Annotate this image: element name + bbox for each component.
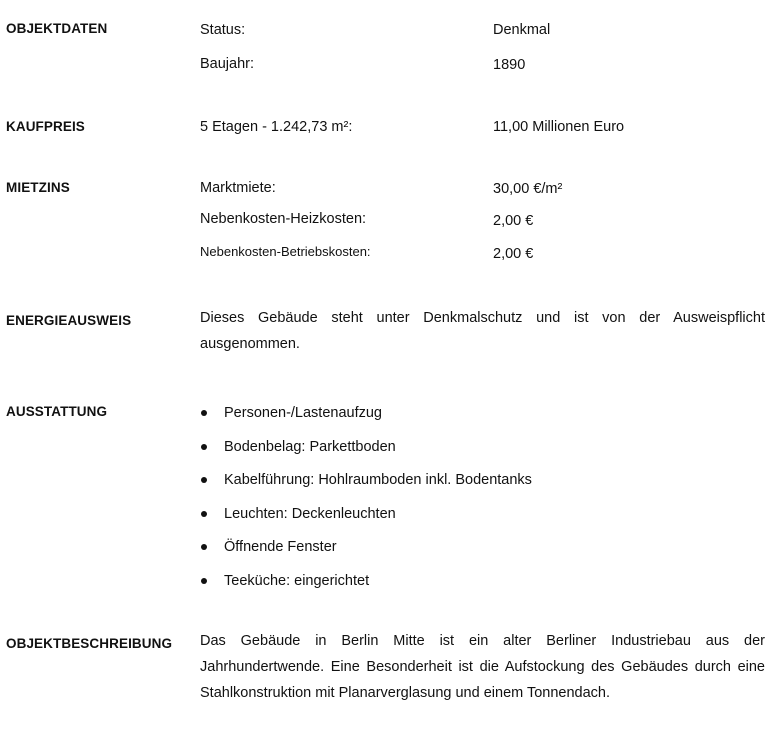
list-item: Teeküche: eingerichtet bbox=[200, 568, 532, 602]
ausstattung-list bbox=[200, 400, 532, 602]
mietzins-row-label: Nebenkosten-Betriebskosten: bbox=[200, 244, 371, 259]
objektbeschreibung-text: Das Gebäude in Berlin Mitte ist ein alter Berliner Industriebau aus der Jahrhundertwende. Eine Besonderheit ist die Aufstockung des Gebäudes durch eine Stahlkonstruktion mit Planarverglasung und einem Tonnendach. bbox=[200, 633, 765, 701]
bullet-icon bbox=[201, 544, 207, 550]
bullet-icon bbox=[201, 578, 207, 584]
section-label-objektdaten: OBJEKTDATEN bbox=[6, 21, 108, 36]
baujahr-label: Baujahr: bbox=[200, 56, 255, 72]
bullet-icon bbox=[201, 511, 207, 517]
mietzins-row-value: 2,00 € bbox=[493, 246, 534, 262]
section-label-mietzins: MIETZINS bbox=[6, 180, 70, 195]
energieausweis-text: Dieses Gebäude steht unter Denkmalschutz und ist von der Ausweispflicht ausgenommen. bbox=[200, 310, 765, 352]
mietzins-row-value: 2,00 € bbox=[493, 213, 534, 229]
bullet-icon bbox=[201, 477, 207, 483]
status-label: Status: bbox=[200, 22, 246, 38]
section-label-energieausweis: ENERGIEAUSWEIS bbox=[6, 313, 132, 328]
list-item: Leuchten: Deckenleuchten bbox=[200, 501, 532, 535]
bullet-icon bbox=[201, 410, 207, 416]
section-label-kaufpreis: KAUFPREIS bbox=[6, 119, 85, 134]
list-item: Personen-/Lastenaufzug bbox=[200, 400, 532, 434]
list-item: Bodenbelag: Parkettboden bbox=[200, 434, 532, 468]
baujahr-value: 1890 bbox=[493, 57, 526, 73]
status-value: Denkmal bbox=[493, 22, 551, 38]
section-label-objektbeschreibung: OBJEKTBESCHREIBUNG bbox=[6, 636, 173, 651]
section-label-ausstattung: AUSSTATTUNG bbox=[6, 404, 108, 419]
list-item: Öffnende Fenster bbox=[200, 534, 532, 568]
list-item: Kabelführung: Hohlraumboden inkl. Bodentanks bbox=[200, 467, 532, 501]
mietzins-row-value: 30,00 €/m² bbox=[493, 181, 563, 197]
mietzins-row-label: Nebenkosten-Heizkosten: bbox=[200, 211, 367, 227]
kaufpreis-value: 11,00 Millionen Euro bbox=[493, 119, 625, 135]
bullet-icon bbox=[201, 444, 207, 450]
kaufpreis-desc: 5 Etagen - 1.242,73 m²: bbox=[200, 119, 353, 135]
mietzins-row-label: Marktmiete: bbox=[200, 180, 276, 196]
